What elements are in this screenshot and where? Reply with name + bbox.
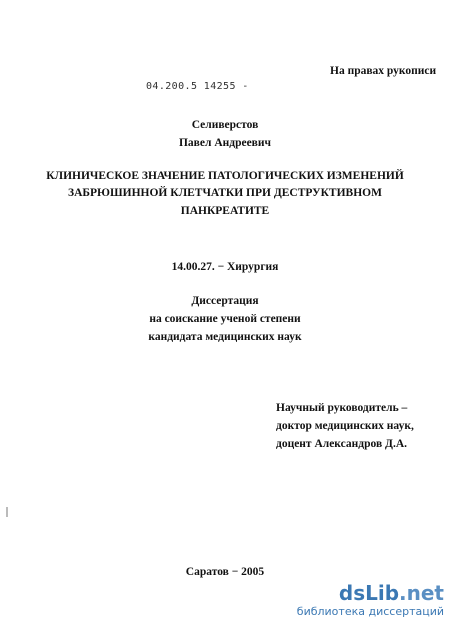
supervisor-line-2: доктор медицинских наук, [276, 420, 414, 432]
dslib-watermark [297, 582, 444, 618]
dslib-logo-main: dsLib [338, 581, 400, 605]
author-name: Павел Андреевич [178, 137, 271, 149]
author-surname: Селиверстов [191, 119, 259, 131]
degree-line-3: кандидата медицинских наук [148, 331, 302, 343]
supervisor-line-3: доцент Александров Д.А. [276, 438, 407, 450]
manuscript-rights-note: На правах рукописи [330, 65, 437, 77]
degree-line-1: Диссертация [191, 295, 259, 307]
title-line-2: ЗАБРЮШИННОЙ КЛЕТЧАТКИ ПРИ ДЕСТРУКТИВНОМ [68, 187, 382, 199]
title-line-3: ПАНКРЕАТИТЕ [180, 205, 270, 217]
title-line-1: КЛИНИЧЕСКОЕ ЗНАЧЕНИЕ ПАТОЛОГИЧЕСКИХ ИЗМЕНЕНИЙ [46, 170, 404, 182]
scan-speck [6, 507, 8, 517]
supervisor-line-1: Научный руководитель – [276, 402, 408, 414]
specialty-code: 14.00.27. − Хирургия [171, 261, 279, 273]
registration-stamp: 04.200.5 14255 - [146, 81, 249, 92]
degree-line-2: на соискание ученой степени [149, 313, 301, 325]
city-year: Саратов − 2005 [185, 566, 265, 578]
dslib-logo-tld: .net [399, 581, 444, 605]
dslib-subtitle: библиотека диссертаций [296, 605, 444, 618]
dslib-logo [297, 582, 444, 604]
